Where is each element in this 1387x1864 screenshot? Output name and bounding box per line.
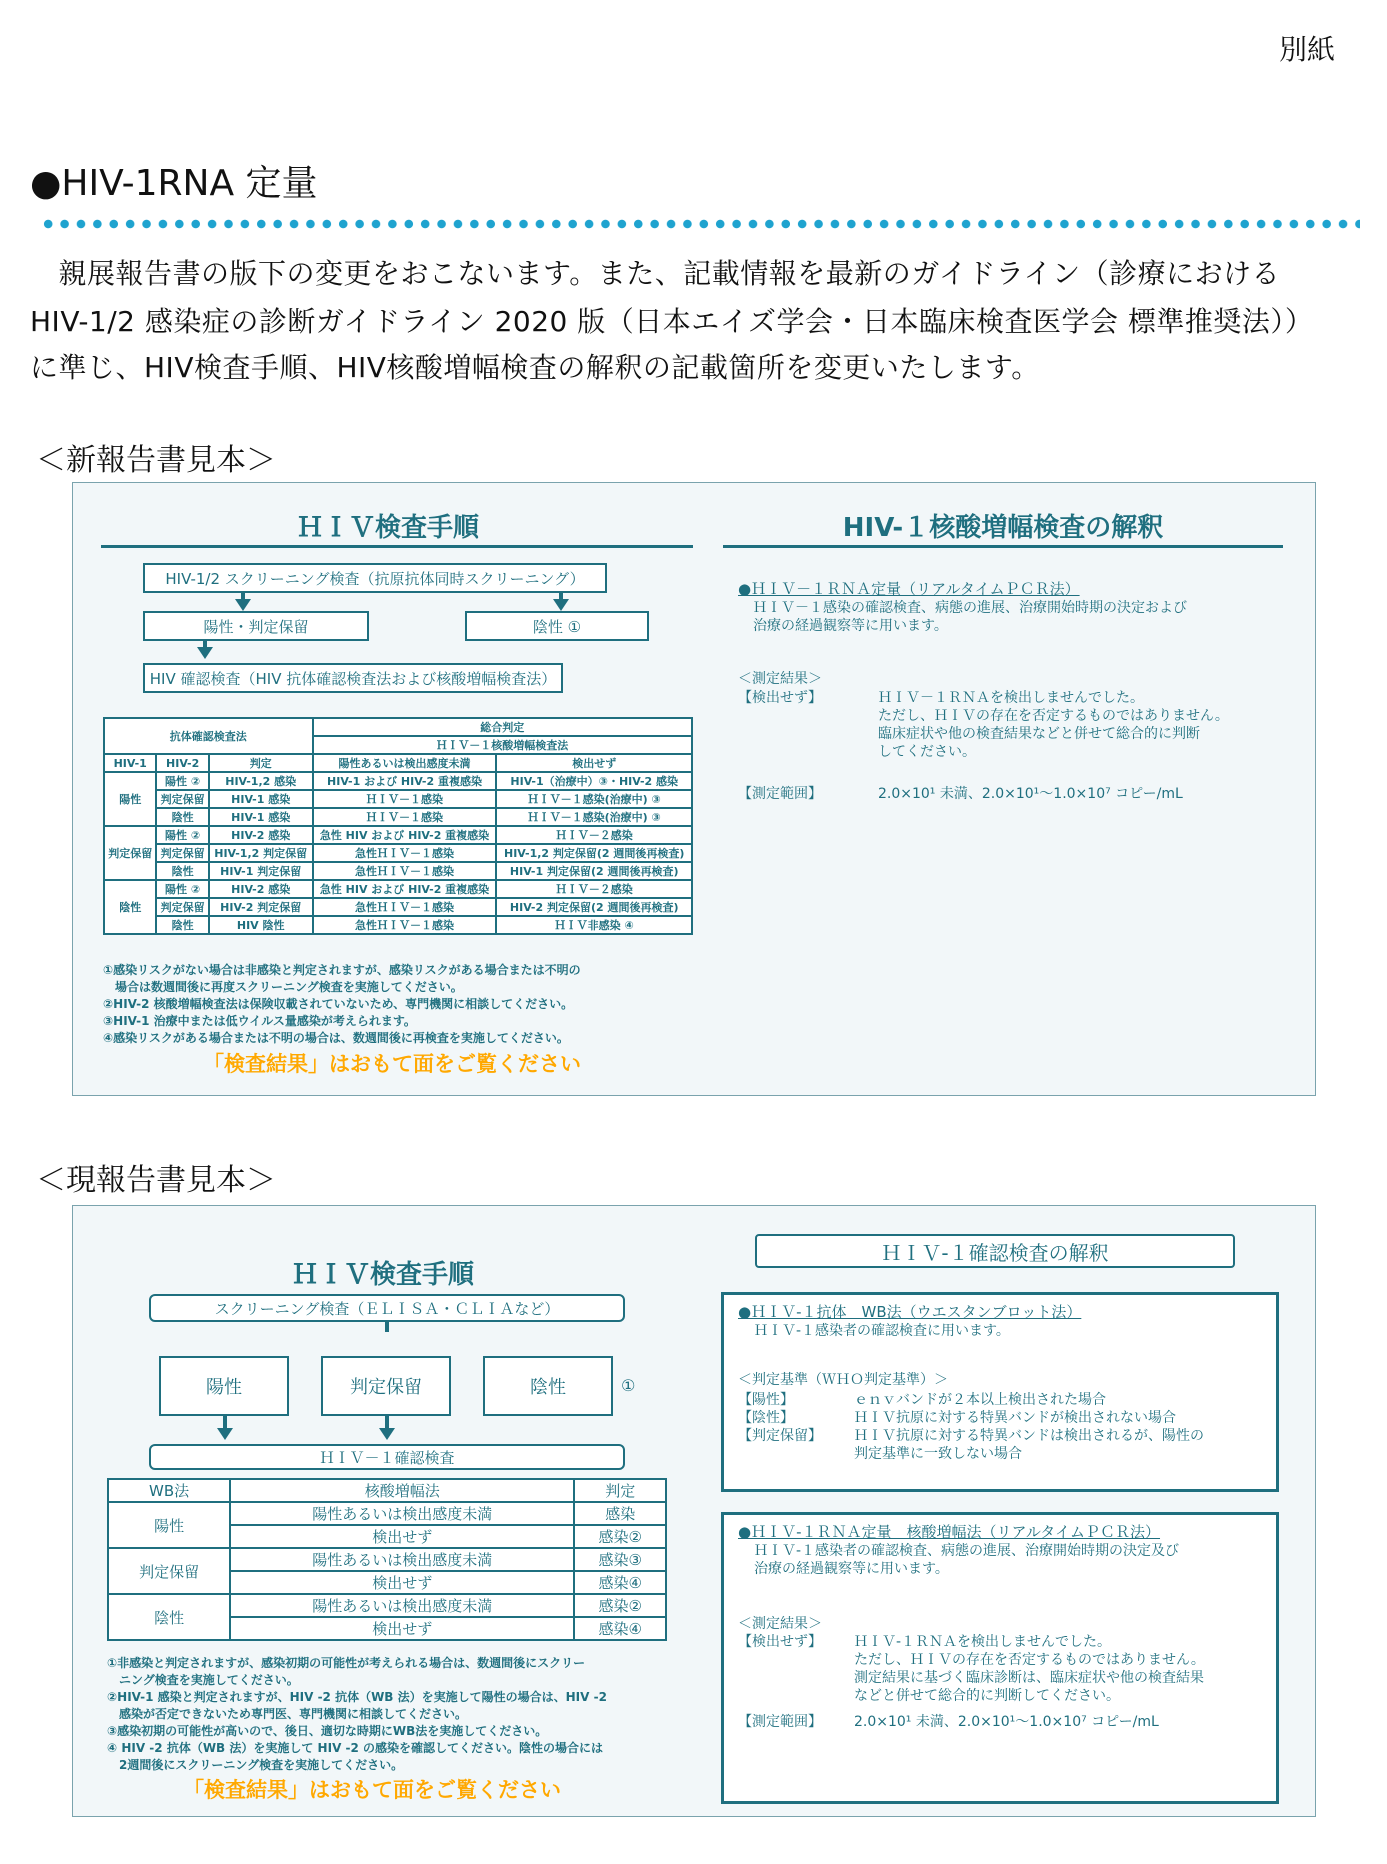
header-hiv1: HIV-1 [104,754,156,772]
not-detected-label: 【検出せず】 [738,690,822,706]
note-line: ①感染リスクがない場合は非感染と判定されますが、感染リスクがある場合または不明の [103,963,581,977]
wb-label: 【陰性】 [738,1410,794,1426]
group-label: 判定保留 [108,1548,230,1594]
note-line: 2週間後にスクリーニング検査を実施してください。 [107,1758,404,1772]
wb-box [721,1292,1279,1492]
new-interpretation-title: HIV-１核酸増幅検査の解釈 [842,513,1164,543]
header-ab-method: 抗体確認検査法 [104,718,313,754]
note-line: 感染が否定できないため専門医、専門機関に相談してください。 [107,1707,468,1721]
table-cell: 感染③ [574,1548,666,1571]
new-sample-panel [72,482,1316,1096]
table-cell: 急性 HIV および HIV-2 重複感染 [313,826,497,844]
table-cell: HIV-1 感染 [209,790,313,808]
table-cell: ＨＩＶ－２感染 [496,880,692,898]
table-cell: 陽性あるいは検出感度未満 [230,1594,574,1617]
rna-title: ●ＨＩＶ-１ＲＮＡ定量 核酸増幅法（リアルタイムＰＣＲ法） [738,1523,1161,1541]
table-cell: 検出せず [230,1617,574,1640]
rna-desc: 治療の経過観察等に用います。 [754,1561,949,1577]
table-cell: 検出せず [230,1525,574,1548]
note-line: ②HIV-2 核酸増幅検査法は保険収載されていないため、専門機関に相談してください。 [103,997,574,1011]
arrow-shaft [385,1322,389,1332]
table-cell: HIV-1 および HIV-2 重複感染 [313,772,497,790]
new-procedure-title: ＨＩＶ検査手順 [296,513,479,543]
table-cell: 急性ＨＩＶ－１感染 [313,862,497,880]
note-line: ②HIV-1 感染と判定されますが、HIV -2 抗体（WB 法）を実施して陽性の場合は、HIV -2 [107,1690,607,1704]
table-cell: 判定保留 [156,844,208,862]
new-judgement-table [103,717,693,935]
header-judge: 判定 [209,754,313,772]
results-head: ＜測定結果＞ [738,671,822,687]
table-cell: 陰性 [156,916,208,934]
table-cell: 陽性 ② [156,880,208,898]
rna-range-text: 2.0×10¹ 未満、2.0×10¹～1.0×10⁷ コピー/mL [854,1714,1159,1730]
table-cell: 陽性あるいは検出感度未満 [230,1548,574,1571]
table-cell: 急性 HIV および HIV-2 重複感染 [313,880,497,898]
current-negative-box: 陰性 [483,1356,613,1416]
table-cell: HIV-2 判定保留(2 週間後再検査) [496,898,692,916]
rna-results-head: ＜測定結果＞ [738,1616,822,1632]
table-row [104,880,692,898]
current-positive-box: 陽性 [159,1356,289,1416]
table-row [104,808,692,826]
intro-line-3: に準じ、HIV検査手順、HIV核酸増幅検査の解釈の記載箇所を変更いたします。 [30,351,1040,384]
note-line: ③HIV-1 治療中または低ウイルス量感染が考えられます。 [103,1014,416,1028]
current-screening-box: スクリーニング検査（ＥＬＩＳＡ・ＣＬＩＡなど） [149,1294,625,1322]
table-cell: ＨＩＶ非感染 ④ [496,916,692,934]
not-detected-line: ただし、ＨＩＶの存在を否定するものではありません。 [878,708,1229,724]
table-cell: HIV-2 感染 [209,826,313,844]
wb-label: 【判定保留】 [738,1428,822,1444]
table-cell: ＨＩＶ－２感染 [496,826,692,844]
table-cell: 陽性 ② [156,772,208,790]
table-cell: HIV-2 感染 [209,880,313,898]
table-cell: 急性ＨＩＶ－１感染 [313,898,497,916]
current-judgement-table [107,1478,667,1641]
note-line: ④ HIV -2 抗体（WB 法）を実施して HIV -2 の感染を確認してください。陰性の場合には [107,1741,604,1755]
group-label: 陽性 [108,1502,230,1548]
header-nat: 核酸増幅法 [230,1479,574,1502]
current-pending-box: 判定保留 [321,1356,451,1416]
group-label: 判定保留 [104,826,156,880]
table-cell: ＨＩＶ－１感染 [313,790,497,808]
table-cell: 陽性 ② [156,826,208,844]
rna-not-detected-line: ＨＩＶ-１ＲＮＡを検出しませんでした。 [854,1634,1112,1650]
table-cell: 感染④ [574,1571,666,1594]
wb-criteria-head: ＜判定基準（ＷＨＯ判定基準）＞ [738,1372,948,1388]
note-line: ニング検査を実施してください。 [107,1673,299,1687]
confirm-box: HIV 確認検査（HIV 抗体確認検査法および核酸増幅検査法） [143,663,563,693]
table-cell: 感染④ [574,1617,666,1640]
new-footer-note: 「検査結果」はおもて面をご覧ください [203,1052,581,1076]
table-row [108,1594,666,1617]
title-rule [723,545,1283,548]
table-row [108,1502,666,1525]
table-cell: ＨＩＶ－１感染(治療中) ③ [496,790,692,808]
note-line: ④感染リスクがある場合または不明の場合は、数週間後に再検査を実施してください。 [103,1031,569,1045]
table-row [104,916,692,934]
negative-box: 陰性 ① [465,611,649,641]
header-nat: ＨＩＶ－１核酸増幅検査法 [313,736,692,754]
table-cell: HIV 陰性 [209,916,313,934]
rna-not-detected-label: 【検出せず】 [738,1634,822,1650]
wb-text: 判定基準に一致しない場合 [854,1446,1022,1462]
current-sample-heading: ＜現報告書見本＞ [36,1163,276,1198]
range-label: 【測定範囲】 [738,786,822,802]
table-cell: ＨＩＶ－１感染(治療中) ③ [496,808,692,826]
table-cell: 判定保留 [156,790,208,808]
table-cell: HIV-2 判定保留 [209,898,313,916]
intro-line-2: HIV-1/2 感染症の診断ガイドライン 2020 版（日本エイズ学会・日本臨床検査医学会 標準推奨法）） [30,305,1314,338]
header-overall: 総合判定 [313,718,692,736]
header-judge: 判定 [574,1479,666,1502]
table-cell: 陰性 [156,862,208,880]
table-cell: HIV-1 感染 [209,808,313,826]
page-title: ●HIV-1RNA 定量 [30,163,318,204]
note-line: 場合は数週間後に再度スクリーニング検査を実施してください。 [103,980,463,994]
table-cell: 判定保留 [156,898,208,916]
rna-item-desc-2: 治療の経過観察等に用います。 [753,618,948,634]
table-row [104,790,692,808]
arrow-down-icon [553,599,569,611]
rna-range-label: 【測定範囲】 [738,1714,822,1730]
wb-title: ●ＨＩＶ-１抗体 WB法（ウエスタンブロット法） [738,1303,1082,1321]
table-cell: 感染② [574,1594,666,1617]
attachment-label: 別紙 [1278,33,1335,66]
rna-not-detected-line: ただし、ＨＩＶの存在を否定するものではありません。 [854,1652,1205,1668]
note-line: ③感染初期の可能性が高いので、後日、適切な時期にWB法を実施してください。 [107,1724,548,1738]
note-marker: ① [621,1376,636,1395]
table-cell: 検出せず [230,1571,574,1594]
rna-not-detected-line: などと併せて総合的に判断してください。 [854,1688,1120,1704]
wb-text: ＨＩＶ抗原に対する特異バンドは検出されるが、陽性の [854,1428,1204,1444]
table-row [104,862,692,880]
arrow-down-icon [235,599,251,611]
arrow-down-icon [217,1428,233,1440]
table-cell: HIV-1,2 感染 [209,772,313,790]
new-notes [103,961,581,1046]
current-confirm-box: ＨＩＶ－１確認検査 [149,1444,625,1470]
table-cell: ＨＩＶ－１感染 [313,808,497,826]
group-label: 陽性 [104,772,156,826]
header-hiv2: HIV-2 [156,754,208,772]
not-detected-line: 臨床症状や他の検査結果などと併せて総合的に判断 [878,726,1200,742]
header-low: 陽性あるいは検出感度未満 [313,754,497,772]
not-detected-line: してください。 [878,744,976,760]
rna-item-desc-1: ＨＩＶ－１感染の確認検査、病態の進展、治療開始時期の決定および [753,600,1187,616]
range-text: 2.0×10¹ 未満、2.0×10¹～1.0×10⁷ コピー/mL [878,786,1183,802]
header-wb: WB法 [108,1479,230,1502]
not-detected-line: ＨＩＶ－１ＲＮＡを検出しませんでした。 [878,690,1144,706]
intro-line-1: 親展報告書の版下の変更をおこないます。また、記載情報を最新のガイドライン（診療における [30,257,1281,290]
wb-text: ＨＩＶ抗原に対する特異バンドが検出されない場合 [854,1410,1176,1426]
table-cell: 感染 [574,1502,666,1525]
wb-text: ｅｎｖバンドが２本以上検出された場合 [854,1392,1106,1408]
table-cell: HIV-1 判定保留 [209,862,313,880]
note-line: ①非感染と判定されますが、感染初期の可能性が考えられる場合は、数週間後にスクリー [107,1656,586,1670]
table-cell: HIV-1 判定保留(2 週間後再検査) [496,862,692,880]
group-label: 陰性 [108,1594,230,1640]
table-row [104,844,692,862]
title-rule [101,545,693,548]
screening-box: HIV-1/2 スクリーニング検査（抗原抗体同時スクリーニング） [143,563,607,593]
dotted-divider [40,218,1360,230]
table-row [104,898,692,916]
table-cell: HIV-1,2 判定保留(2 週間後再検査) [496,844,692,862]
rna-item-title: ●ＨＩＶ－１ＲＮＡ定量（リアルタイムＰＣＲ法） [738,580,1080,598]
table-cell: 感染② [574,1525,666,1548]
rna-desc: ＨＩＶ-１感染者の確認検査、病態の進展、治療開始時期の決定及び [754,1543,1180,1559]
rna-box [721,1512,1279,1804]
current-sample-panel [72,1205,1316,1817]
table-cell: HIV-1,2 判定保留 [209,844,313,862]
header-detect: 検出せず [496,754,692,772]
wb-label: 【陽性】 [738,1392,794,1408]
group-label: 陰性 [104,880,156,934]
new-sample-heading: ＜新報告書見本＞ [36,443,276,478]
table-cell: 急性ＨＩＶ－１感染 [313,916,497,934]
table-cell: 急性ＨＩＶ－１感染 [313,844,497,862]
table-row [104,826,692,844]
positive-box: 陽性・判定保留 [143,611,369,641]
table-row [108,1548,666,1571]
arrow-down-icon [379,1428,395,1440]
current-procedure-title: ＨＩＶ検査手順 [291,1260,474,1290]
current-interpretation-title: ＨＩＶ-１確認検査の解釈 [755,1234,1235,1268]
wb-desc: ＨＩＶ-１感染者の確認検査に用います。 [754,1323,1010,1339]
current-footer-note: 「検査結果」はおもて面をご覧ください [183,1778,561,1802]
table-cell: HIV-1（治療中）③・HIV-2 感染 [496,772,692,790]
table-cell: 陽性あるいは検出感度未満 [230,1502,574,1525]
table-row [104,772,692,790]
rna-not-detected-line: 測定結果に基づく臨床診断は、臨床症状や他の検査結果 [854,1670,1204,1686]
table-cell: 陰性 [156,808,208,826]
arrow-down-icon [197,647,213,659]
current-notes [107,1654,607,1773]
